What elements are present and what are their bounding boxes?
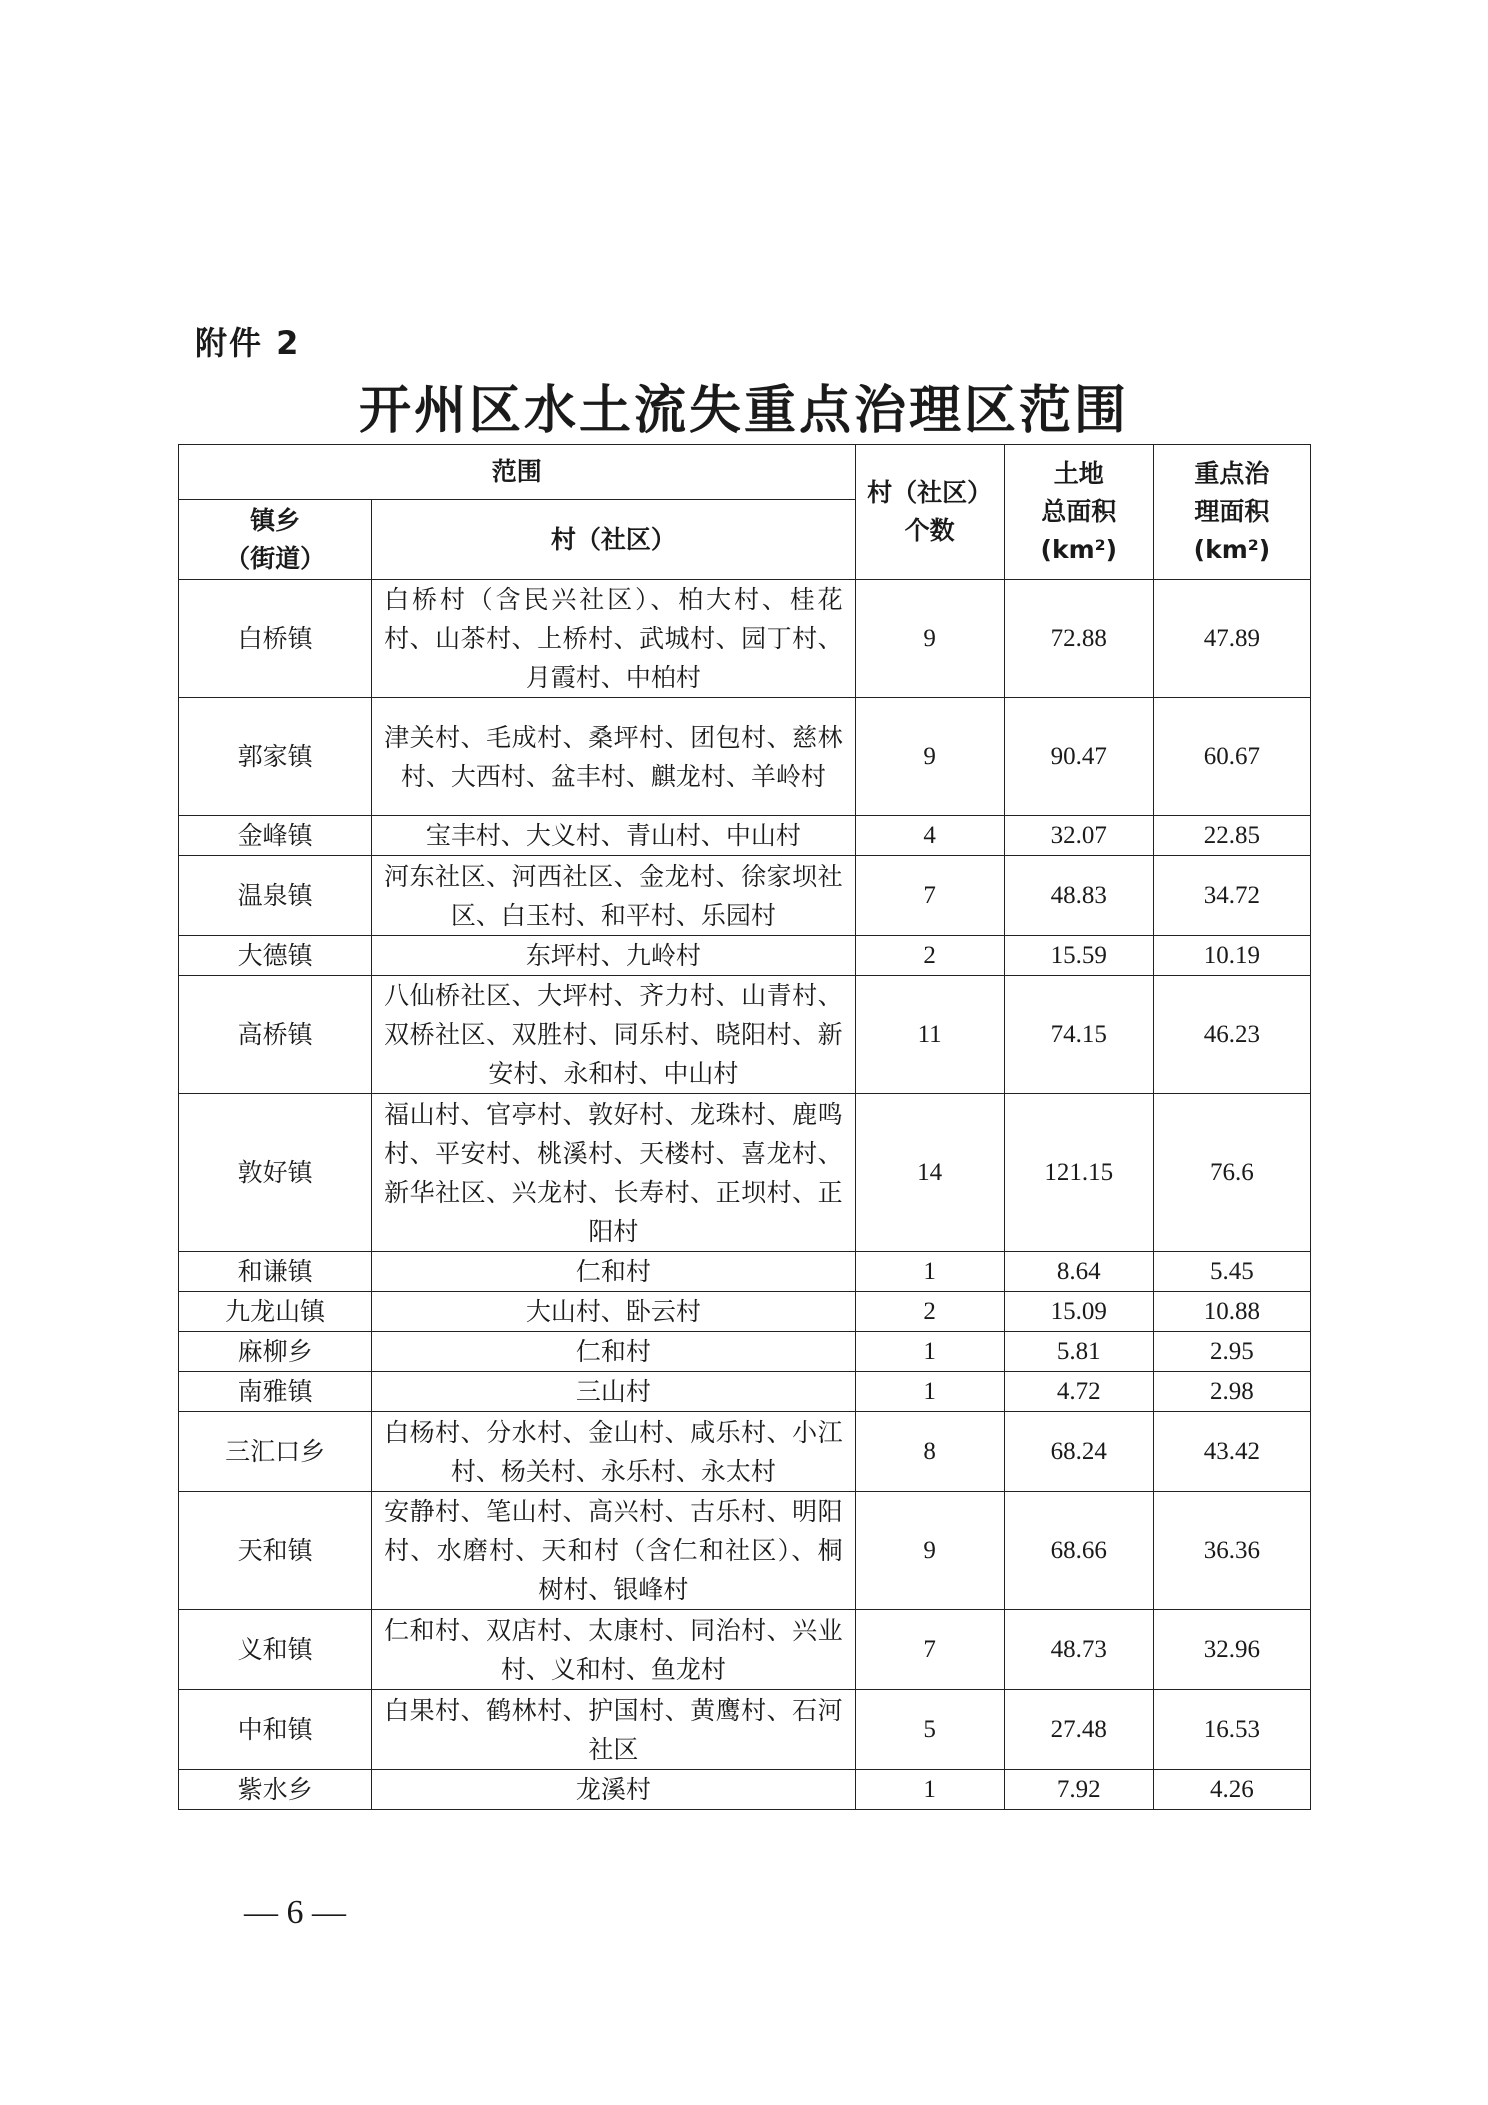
key-area-cell: 22.85	[1153, 816, 1310, 856]
land-area-cell: 72.88	[1004, 580, 1153, 698]
table-row	[179, 1252, 1311, 1292]
count-cell: 8	[855, 1412, 1004, 1492]
town-cell: 南雅镇	[179, 1372, 372, 1412]
table-row	[179, 1292, 1311, 1332]
count-cell: 1	[855, 1372, 1004, 1412]
land-area-cell: 48.83	[1004, 856, 1153, 936]
key-area-cell: 10.19	[1153, 936, 1310, 976]
key-area-cell: 32.96	[1153, 1610, 1310, 1690]
count-cell: 1	[855, 1770, 1004, 1810]
count-cell: 7	[855, 856, 1004, 936]
land-area-header-line2: 总面积	[1041, 497, 1117, 526]
land-area-cell: 15.59	[1004, 936, 1153, 976]
villages-cell: 仁和村	[372, 1332, 855, 1372]
count-cell: 2	[855, 1292, 1004, 1332]
key-area-cell: 4.26	[1153, 1770, 1310, 1810]
table-row	[179, 816, 1311, 856]
villages-cell: 津关村、毛成村、桑坪村、团包村、慈林村、大西村、盆丰村、麒龙村、羊岭村	[372, 698, 855, 816]
land-area-cell: 121.15	[1004, 1094, 1153, 1252]
table-row	[179, 1492, 1311, 1610]
town-cell: 麻柳乡	[179, 1332, 372, 1372]
table-row	[179, 1412, 1311, 1492]
table-row	[179, 936, 1311, 976]
land-area-cell: 48.73	[1004, 1610, 1153, 1690]
town-cell: 和谦镇	[179, 1252, 372, 1292]
count-cell: 9	[855, 1492, 1004, 1610]
villages-cell: 龙溪村	[372, 1770, 855, 1810]
table-row	[179, 1690, 1311, 1770]
land-area-cell: 27.48	[1004, 1690, 1153, 1770]
villages-cell: 安静村、笔山村、高兴村、古乐村、明阳村、水磨村、天和村（含仁和社区）、桐树村、银峰村	[372, 1492, 855, 1610]
town-cell: 天和镇	[179, 1492, 372, 1610]
town-cell: 义和镇	[179, 1610, 372, 1690]
count-cell: 9	[855, 580, 1004, 698]
land-area-header-unit: (km²)	[1040, 535, 1117, 564]
key-area-cell: 16.53	[1153, 1690, 1310, 1770]
town-cell: 紫水乡	[179, 1770, 372, 1810]
town-header-line2: （街道）	[225, 543, 326, 573]
villages-header: 村（社区）	[372, 500, 855, 580]
count-header-line1: 村（社区）	[867, 478, 993, 507]
town-cell: 白桥镇	[179, 580, 372, 698]
governance-area-table	[178, 444, 1311, 1810]
land-area-cell: 32.07	[1004, 816, 1153, 856]
scope-header: 范围	[179, 445, 856, 500]
page-number: — 6 —	[244, 1894, 346, 1931]
attachment-label: 附件 2	[195, 324, 301, 362]
key-area-cell: 60.67	[1153, 698, 1310, 816]
count-cell: 5	[855, 1690, 1004, 1770]
table-row	[179, 1610, 1311, 1690]
land-area-cell: 74.15	[1004, 976, 1153, 1094]
villages-cell: 八仙桥社区、大坪村、齐力村、山青村、双桥社区、双胜村、同乐村、晓阳村、新安村、永和村、中山村	[372, 976, 855, 1094]
town-cell: 金峰镇	[179, 816, 372, 856]
key-area-header	[1153, 445, 1310, 580]
key-area-cell: 34.72	[1153, 856, 1310, 936]
table-row	[179, 1094, 1311, 1252]
land-area-cell: 15.09	[1004, 1292, 1153, 1332]
key-area-cell: 2.98	[1153, 1372, 1310, 1412]
key-area-cell: 10.88	[1153, 1292, 1310, 1332]
town-cell: 高桥镇	[179, 976, 372, 1094]
villages-cell: 大山村、卧云村	[372, 1292, 855, 1332]
villages-cell: 白果村、鹤林村、护国村、黄鹰村、石河社区	[372, 1690, 855, 1770]
town-cell: 三汇口乡	[179, 1412, 372, 1492]
table-row	[179, 856, 1311, 936]
town-cell: 大德镇	[179, 936, 372, 976]
town-cell: 温泉镇	[179, 856, 372, 936]
count-cell: 14	[855, 1094, 1004, 1252]
land-area-cell: 8.64	[1004, 1252, 1153, 1292]
town-header	[179, 500, 372, 580]
table-row	[179, 698, 1311, 816]
table-body	[179, 580, 1311, 1810]
table-row	[179, 1332, 1311, 1372]
key-area-cell: 76.6	[1153, 1094, 1310, 1252]
table-row	[179, 1770, 1311, 1810]
land-area-cell: 68.66	[1004, 1492, 1153, 1610]
key-area-cell: 36.36	[1153, 1492, 1310, 1610]
page-title: 开州区水土流失重点治理区范围	[358, 380, 1129, 441]
villages-cell: 白桥村（含民兴社区）、柏大村、桂花村、山茶村、上桥村、武城村、园丁村、月霞村、中柏村	[372, 580, 855, 698]
town-cell: 郭家镇	[179, 698, 372, 816]
villages-cell: 河东社区、河西社区、金龙村、徐家坝社区、白玉村、和平村、乐园村	[372, 856, 855, 936]
count-header	[855, 445, 1004, 580]
count-cell: 1	[855, 1332, 1004, 1372]
land-area-cell: 90.47	[1004, 698, 1153, 816]
villages-cell: 福山村、官亭村、敦好村、龙珠村、鹿鸣村、平安村、桃溪村、天楼村、喜龙村、新华社区、兴龙村、长寿村、正坝村、正阳村	[372, 1094, 855, 1252]
villages-cell: 仁和村	[372, 1252, 855, 1292]
town-header-line1: 镇乡	[250, 505, 301, 535]
land-area-header	[1004, 445, 1153, 580]
key-area-header-unit: (km²)	[1193, 535, 1271, 564]
key-area-cell: 5.45	[1153, 1252, 1310, 1292]
land-area-cell: 4.72	[1004, 1372, 1153, 1412]
land-area-cell: 7.92	[1004, 1770, 1153, 1810]
land-area-header-line1: 土地	[1053, 459, 1104, 488]
count-cell: 9	[855, 698, 1004, 816]
count-cell: 1	[855, 1252, 1004, 1292]
table-row	[179, 1372, 1311, 1412]
town-cell: 中和镇	[179, 1690, 372, 1770]
count-cell: 7	[855, 1610, 1004, 1690]
key-area-cell: 2.95	[1153, 1332, 1310, 1372]
villages-cell: 三山村	[372, 1372, 855, 1412]
key-area-cell: 46.23	[1153, 976, 1310, 1094]
land-area-cell: 5.81	[1004, 1332, 1153, 1372]
count-cell: 11	[855, 976, 1004, 1094]
key-area-cell: 43.42	[1153, 1412, 1310, 1492]
table-row	[179, 580, 1311, 698]
key-area-header-line1: 重点治	[1194, 459, 1270, 488]
count-cell: 4	[855, 816, 1004, 856]
villages-cell: 白杨村、分水村、金山村、咸乐村、小江村、杨关村、永乐村、永太村	[372, 1412, 855, 1492]
villages-cell: 仁和村、双店村、太康村、同治村、兴业村、义和村、鱼龙村	[372, 1610, 855, 1690]
town-cell: 敦好镇	[179, 1094, 372, 1252]
key-area-header-line2: 理面积	[1194, 497, 1270, 526]
villages-cell: 宝丰村、大义村、青山村、中山村	[372, 816, 855, 856]
count-cell: 2	[855, 936, 1004, 976]
villages-cell: 东坪村、九岭村	[372, 936, 855, 976]
count-header-line2: 个数	[904, 516, 955, 545]
table-row	[179, 976, 1311, 1094]
key-area-cell: 47.89	[1153, 580, 1310, 698]
town-cell: 九龙山镇	[179, 1292, 372, 1332]
land-area-cell: 68.24	[1004, 1412, 1153, 1492]
